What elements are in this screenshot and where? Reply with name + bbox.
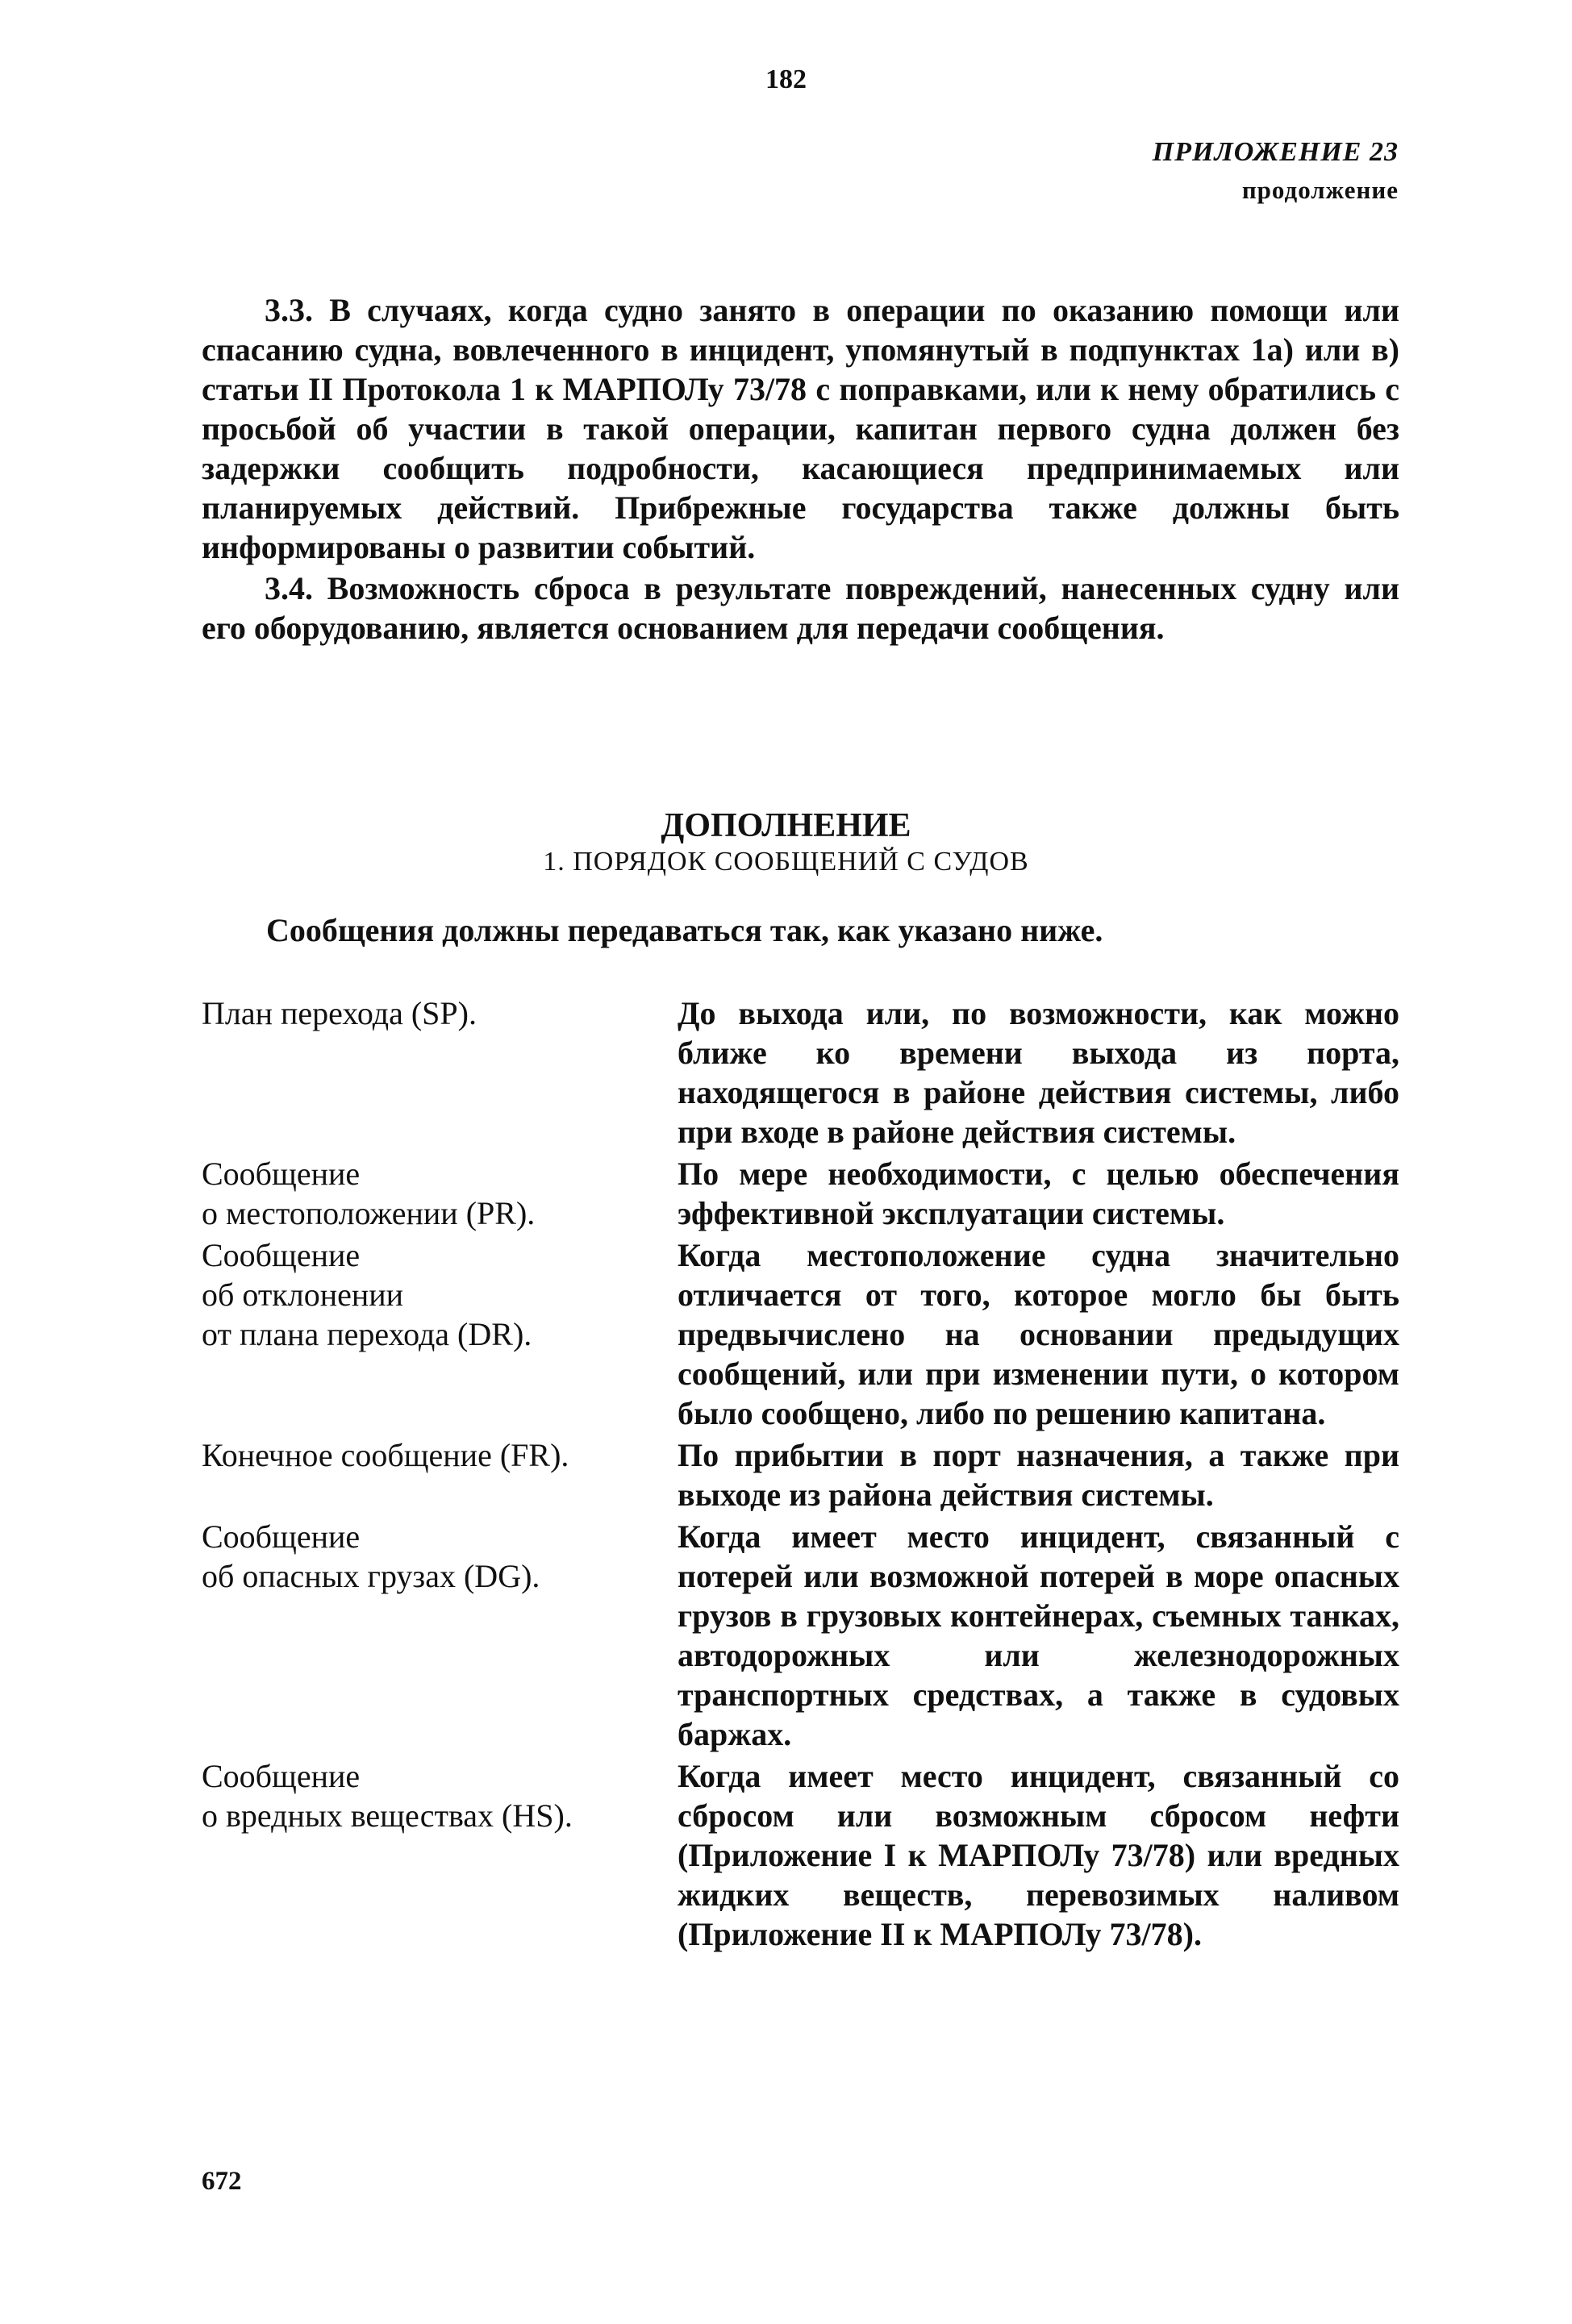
report-row (202, 993, 1399, 1152)
supplement-subtitle: 1. ПОРЯДОК СООБЩЕНИЙ С СУДОВ (543, 847, 1029, 877)
report-description: Когда имеет место инцидент, связанный со сбросом или возможным сбросом нефти (Приложение I к МАРПОЛу 73/78) или вредных жидких веществ, перевозимых наливом (Приложение II к МАРПОЛу 73/78). (678, 1758, 1399, 1952)
supplement-title: ДОПОЛНЕНИЕ (661, 807, 911, 844)
report-description: По прибытии в порт назначения, а также при выходе из района действия системы. (678, 1437, 1399, 1513)
report-row (202, 1517, 1399, 1754)
page-number: 182 (765, 65, 807, 94)
report-row (202, 1756, 1399, 1954)
report-name: Сообщение о вредных веществах (HS). (202, 1758, 573, 1834)
appendix-continuation: продолжение (1241, 176, 1399, 204)
report-row (202, 1154, 1399, 1233)
paragraph-3-4: 3.4. Возможность сброса в результате повреждений, нанесенных судну или его оборудованию, является основанием для передачи сообщения. (202, 570, 1399, 646)
report-name: План перехода (SP). (202, 995, 477, 1031)
report-description: По мере необходимости, с целью обеспечения эффективной эксплуатации системы. (678, 1156, 1399, 1231)
report-description: Когда местоположение судна значительно отличается от того, которое могло бы быть предвычислено на основании предыдущих сообщений, или при изменении пути, о котором было сообщено, либо по решению капитана. (678, 1237, 1399, 1431)
footer-page-number: 672 (202, 2167, 242, 2196)
paragraph-3-3: 3.3. В случаях, когда судно занято в операции по оказанию помощи или спасанию судна, вовлеченного в инцидент, упомянутый в подпунктах 1а) или в) статьи II Протокола 1 к МАРПОЛу 73/78 с поправками, или к нему обратились с просьбой об участии в такой операции, капитан первого судна должен без задержки сообщить подробности, касающиеся предпринимаемых или планируемых действий. Прибрежные государства также должны быть информированы о развитии событий. (202, 292, 1399, 565)
report-row (202, 1235, 1399, 1433)
report-name: Конечное сообщение (FR). (202, 1437, 569, 1473)
supplement-intro: Сообщения должны передаваться так, как указано ниже. (266, 912, 1103, 948)
report-name: Сообщение об опасных грузах (DG). (202, 1518, 540, 1594)
report-name: Сообщение о местоположении (PR). (202, 1156, 536, 1231)
report-description: Когда имеет место инцидент, связанный с потерей или возможной потерей в море опасных грузов в грузовых контейнерах, съемных танках, автодорожных или железнодорожных транспортных средствах, а также в судовых баржах. (678, 1518, 1399, 1752)
reports-table (202, 993, 1399, 1956)
appendix-title: ПРИЛОЖЕНИЕ 23 (1152, 137, 1399, 167)
report-name: Сообщение об отклонении от плана перехода (DR). (202, 1237, 532, 1352)
report-description: До выхода или, по возможности, как можно ближе ко времени выхода из порта, находящегося в районе действия системы, либо при входе в районе действия системы. (678, 995, 1399, 1150)
report-row (202, 1435, 1399, 1514)
